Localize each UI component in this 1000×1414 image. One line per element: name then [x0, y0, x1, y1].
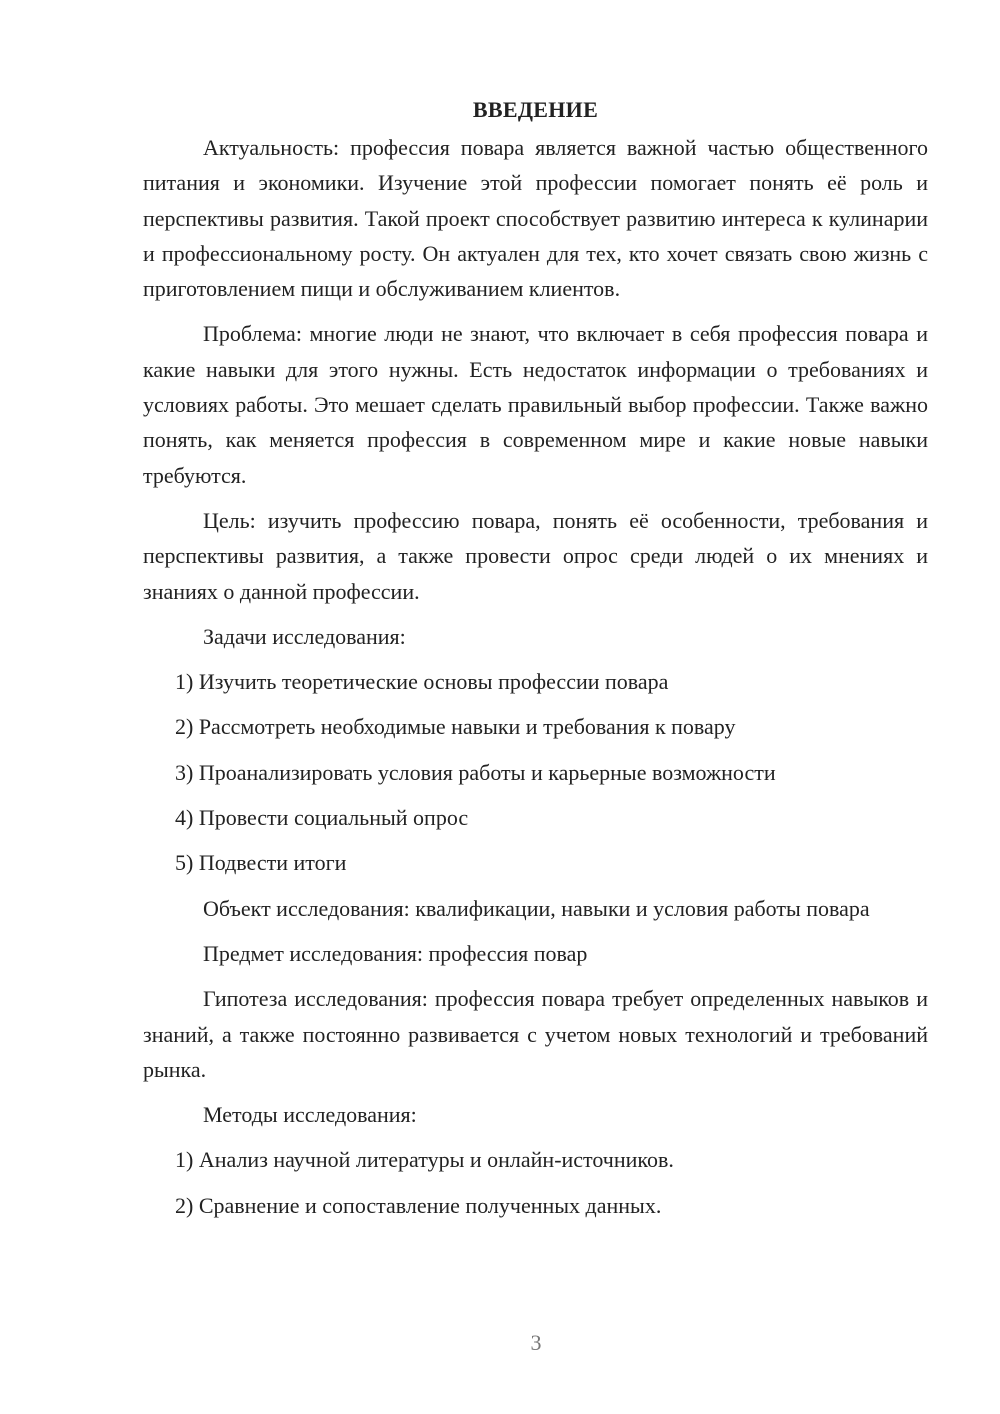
document-title: ВВЕДЕНИЕ — [472, 97, 599, 122]
method-item: 1) Анализ научной литературы и онлайн-источников. — [175, 1147, 674, 1173]
methods-list — [143, 1142, 928, 1223]
task-item: 5) Подвести итоги — [175, 850, 347, 876]
paragraph-relevance: Актуальность: профессия повара является важной частью общественного питания и экономики. Изучение этой профессии помогает понять её роль и перспективы развития. Такой проект способствует развитию интереса к кулинарии и профессиональному росту. Он актуален для тех, кто хочет связать свою жизнь с приготовлением пищи и обслуживанием клиентов. — [143, 135, 928, 302]
paragraph-object: Объект исследования: квалификации, навыки и условия работы повара — [203, 895, 870, 921]
paragraph-problem: Проблема: многие люди не знают, что включает в себя профессия повара и какие навыки для этого нужны. Есть недостаток информации о требованиях и условиях работы. Это мешает сделать правильный выбор профессии. Также важно понять, как меняется профессия в современном мире и какие новые навыки требуются. — [143, 321, 928, 488]
tasks-heading: Задачи исследования: — [203, 623, 406, 649]
page-content — [143, 94, 928, 1233]
task-item: 2) Рассмотреть необходимые навыки и требования к повару — [175, 714, 736, 740]
method-item: 2) Сравнение и сопоставление полученных данных. — [175, 1192, 662, 1218]
task-item: 1) Изучить теоретические основы профессии повара — [175, 669, 669, 695]
paragraph-goal: Цель: изучить профессию повара, понять её особенности, требования и перспективы развития, а также провести опрос среди людей о их мнениях и знаниях о данной профессии. — [143, 507, 928, 604]
task-item: 3) Проанализировать условия работы и карьерные возможности — [175, 759, 776, 785]
task-item: 4) Провести социальный опрос — [175, 805, 469, 831]
page-number: 3 — [530, 1330, 542, 1355]
paragraph-subject: Предмет исследования: профессия повар — [203, 940, 588, 966]
tasks-list — [143, 664, 928, 880]
methods-heading: Методы исследования: — [203, 1102, 417, 1128]
paragraph-hypothesis: Гипотеза исследования: профессия повара требует определенных навыков и знаний, а также постоянно развивается с учетом новых технологий и требований рынка. — [143, 986, 928, 1082]
